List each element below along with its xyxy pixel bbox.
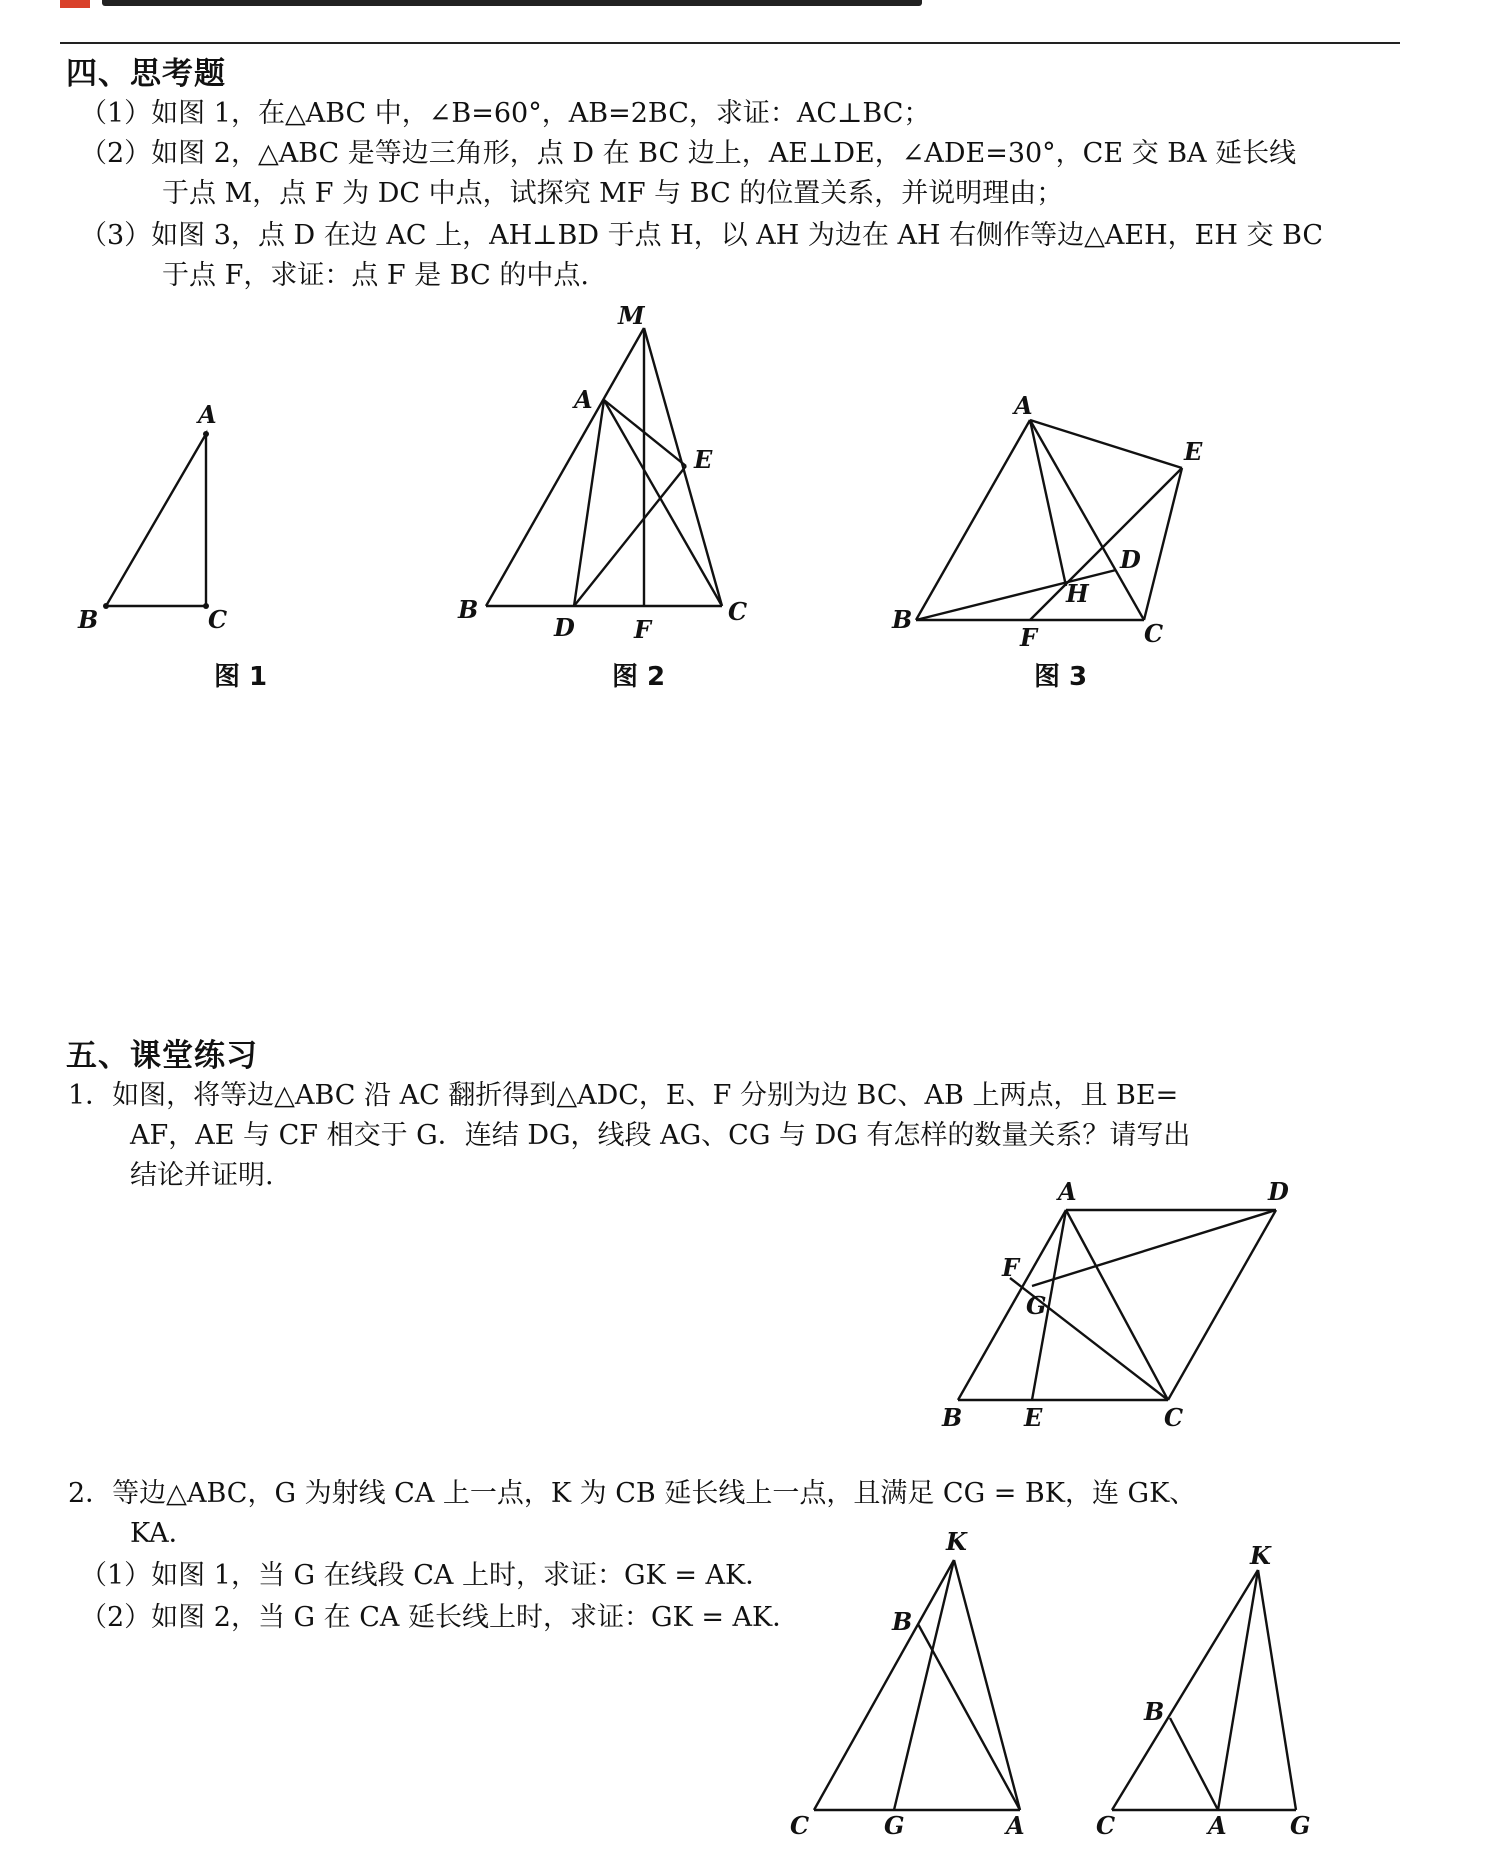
q1-text: （1）如图 1，在△ABC 中，∠B=60°，AB=2BC，求证：AC⊥BC； bbox=[80, 98, 931, 129]
label-b: B bbox=[458, 595, 479, 624]
label-a: A bbox=[1006, 1811, 1025, 1840]
label-d: D bbox=[1120, 545, 1141, 574]
label-c: C bbox=[790, 1811, 810, 1840]
label-k: K bbox=[1250, 1541, 1271, 1570]
label-c: C bbox=[1144, 619, 1164, 648]
header-mark bbox=[60, 0, 90, 8]
label-e: E bbox=[694, 445, 713, 474]
exercise-2-figure-2-diagram bbox=[1080, 1540, 1340, 1840]
ex2-text-line2: KA． bbox=[130, 1518, 196, 1549]
label-b: B bbox=[892, 1607, 913, 1636]
label-m: M bbox=[618, 301, 645, 330]
label-f: F bbox=[1020, 623, 1038, 652]
q3-text-line2: 于点 F，求证：点 F 是 BC 的中点. bbox=[162, 260, 589, 291]
header-text-cropped bbox=[102, 0, 922, 6]
figure-1-caption: 图 1 bbox=[214, 662, 268, 692]
label-h: H bbox=[1066, 579, 1089, 608]
label-a: A bbox=[574, 385, 593, 414]
label-f: F bbox=[634, 615, 652, 644]
q2-text-line1: （2）如图 2，△ABC 是等边三角形，点 D 在 BC 边上，AE⊥DE，∠ADE=30°，CE 交 BA 延长线 bbox=[80, 138, 1297, 169]
label-a: A bbox=[1058, 1177, 1077, 1206]
figure-3-caption: 图 3 bbox=[1034, 662, 1088, 692]
ex1-text-line1: 1．如图，将等边△ABC 沿 AC 翻折得到△ADC，E、F 分别为边 BC、AB 上两点，且 BE= bbox=[68, 1080, 1179, 1111]
label-g: G bbox=[884, 1811, 905, 1840]
label-b: B bbox=[1144, 1697, 1165, 1726]
q2-text-line2: 于点 M，点 F 为 DC 中点，试探究 MF 与 BC 的位置关系，并说明理由； bbox=[162, 178, 1064, 209]
exercise-2-figure-1-diagram bbox=[780, 1520, 1040, 1840]
label-a: A bbox=[198, 400, 217, 429]
ex2-q1-text: （1）如图 1，当 G 在线段 CA 上时，求证：GK = AK． bbox=[80, 1560, 773, 1591]
label-e: E bbox=[1184, 437, 1203, 466]
header-rule bbox=[60, 42, 1400, 44]
label-a: A bbox=[1014, 391, 1033, 420]
ex2-text-line1: 2．等边△ABC，G 为射线 CA 上一点，K 为 CB 延长线上一点，且满足 CG = BK，连 GK、 bbox=[68, 1478, 1197, 1509]
figure-2-diagram bbox=[450, 300, 770, 650]
label-k: K bbox=[946, 1527, 967, 1556]
label-b: B bbox=[892, 605, 913, 634]
figure-1-diagram bbox=[70, 390, 270, 650]
label-b: B bbox=[78, 605, 99, 634]
ex2-q2-text: （2）如图 2，当 G 在 CA 延长线上时，求证：GK = AK． bbox=[80, 1602, 800, 1633]
label-c: C bbox=[1164, 1403, 1184, 1432]
figure-3-diagram bbox=[880, 390, 1210, 660]
label-b: B bbox=[942, 1403, 963, 1432]
label-g: G bbox=[1290, 1811, 1311, 1840]
q3-text-line1: （3）如图 3，点 D 在边 AC 上，AH⊥BD 于点 H，以 AH 为边在 AH 右侧作等边△AEH，EH 交 BC bbox=[80, 220, 1324, 251]
section4-title: 四、思考题 bbox=[66, 56, 226, 92]
label-d: D bbox=[1268, 1177, 1289, 1206]
triangle-abc bbox=[106, 434, 206, 606]
section5-title: 五、课堂练习 bbox=[66, 1038, 258, 1074]
ex1-text-line3: 结论并证明. bbox=[130, 1160, 274, 1191]
label-c: C bbox=[208, 605, 228, 634]
ex1-text-line2: AF，AE 与 CF 相交于 G．连结 DG，线段 AG、CG 与 DG 有怎样的数量关系？请写出 bbox=[130, 1120, 1191, 1151]
label-g: G bbox=[1026, 1291, 1047, 1320]
cropped-header-strip bbox=[60, 0, 1160, 14]
label-c: C bbox=[1096, 1811, 1116, 1840]
label-e: E bbox=[1024, 1403, 1043, 1432]
exercise-1-diagram bbox=[930, 1170, 1310, 1440]
label-f: F bbox=[1002, 1253, 1020, 1282]
figure-2-caption: 图 2 bbox=[612, 662, 666, 692]
label-c: C bbox=[728, 597, 748, 626]
label-a: A bbox=[1208, 1811, 1227, 1840]
label-d: D bbox=[554, 613, 575, 642]
